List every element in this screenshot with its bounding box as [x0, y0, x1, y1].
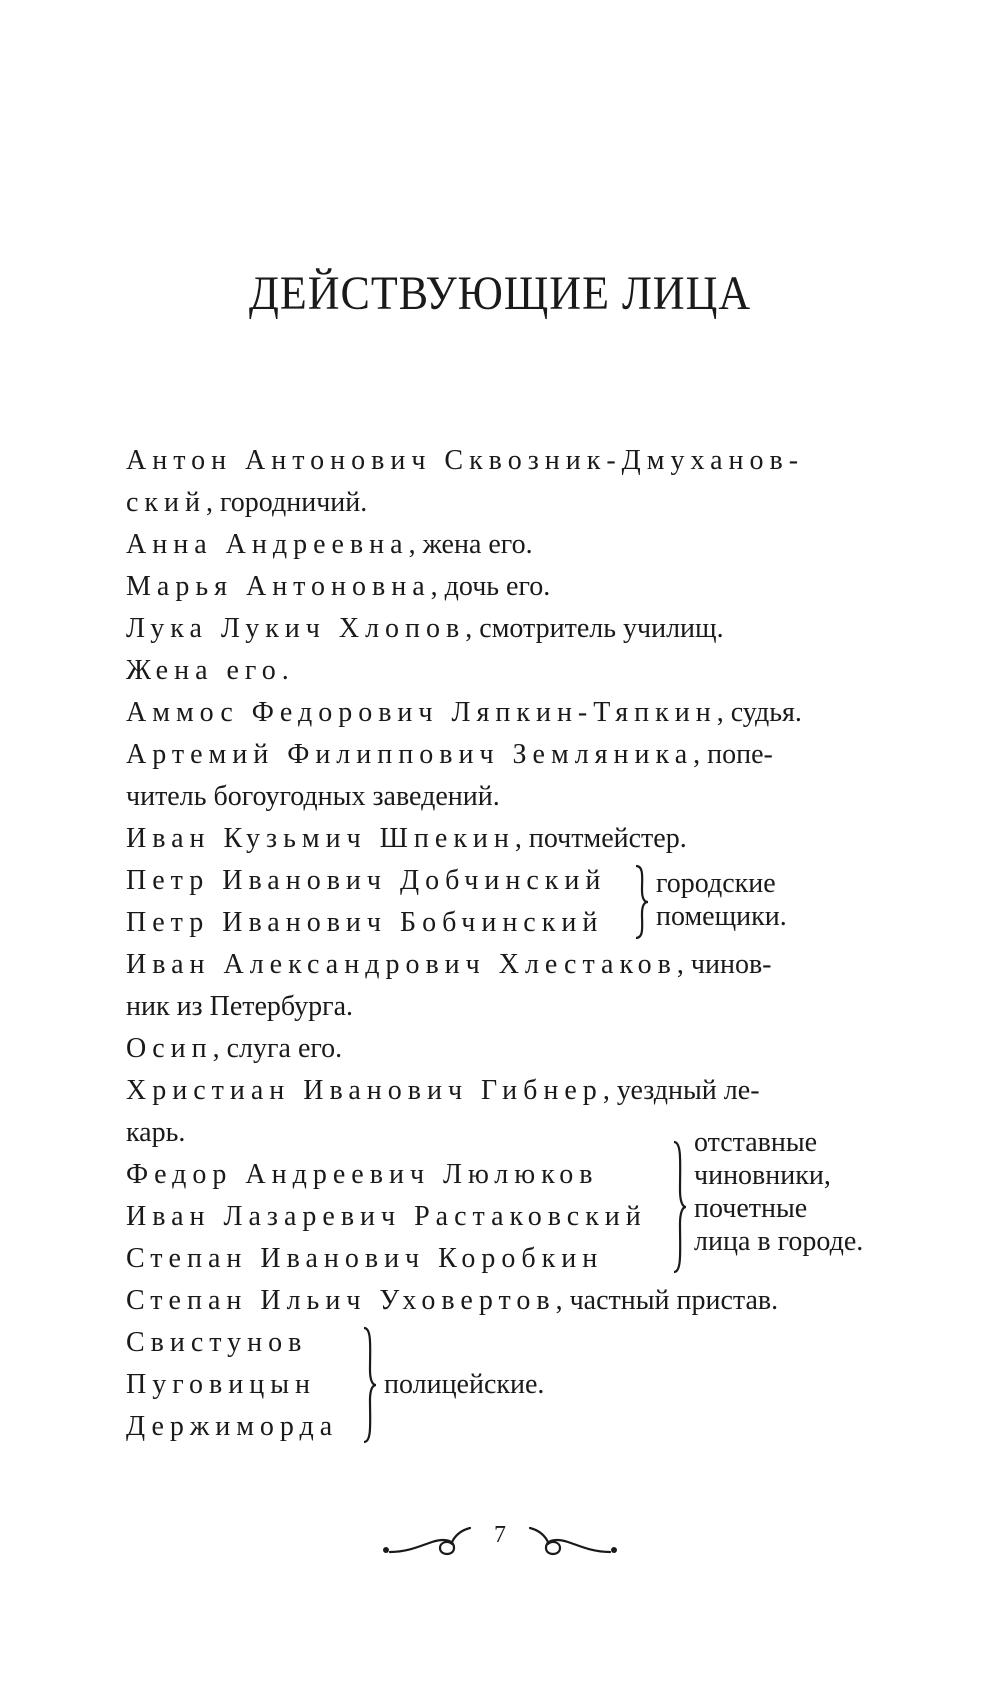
cast-line: [126, 1028, 946, 1070]
cast-line: [126, 776, 946, 818]
character-name: Иван Кузьмич Шпекин: [126, 823, 515, 854]
character-name: Марья Антоновна: [126, 571, 431, 602]
character-name: Иван Лазаревич Растаковский: [126, 1201, 647, 1232]
cast-line: [126, 1070, 946, 1112]
cast-list: [126, 440, 946, 1448]
character-desc: , смотритель училищ.: [465, 613, 724, 644]
group-label: [656, 867, 787, 933]
character-name: Держиморда: [126, 1411, 339, 1442]
character-desc: , почтмейстер.: [514, 823, 687, 854]
character-name: Пуговицын: [126, 1369, 316, 1400]
cast-line: [126, 902, 946, 944]
character-name: Свистунов: [126, 1327, 308, 1358]
character-name: Степан Ильич Уховертов: [126, 1285, 556, 1316]
character-name: Антон Антонович Сквозник-Дмуханов-: [126, 445, 805, 476]
character-name: Аммос Федорович Ляпкин-Тяпкин: [126, 697, 717, 728]
cast-line: [126, 944, 946, 986]
group-label-line: помещики.: [656, 901, 787, 932]
cast-line: [126, 860, 946, 902]
group-label-line: полицейские.: [384, 1369, 545, 1400]
character-name: Федор Андреевич Люлюков: [126, 1159, 599, 1190]
character-desc: ник из Петербурга.: [126, 991, 354, 1022]
cast-line: [126, 986, 946, 1028]
group-label-line: чиновники,: [694, 1160, 831, 1191]
character-desc: , дочь его.: [430, 571, 551, 602]
group-label-line: городские: [656, 868, 776, 899]
group-police: [126, 1322, 946, 1448]
page-title: ДЕЙСТВУЮЩИЕ ЛИЦА: [248, 267, 752, 320]
character-name: Степан Иванович Коробкин: [126, 1243, 604, 1274]
cast-line: [126, 1280, 946, 1322]
page-footer: [0, 1520, 1000, 1560]
cast-line: [126, 1406, 946, 1448]
group-label: [384, 1368, 544, 1401]
character-name: Осип: [126, 1033, 213, 1064]
character-name: Петр Иванович Бобчинский: [126, 907, 604, 938]
character-desc: , уездный ле-: [602, 1075, 760, 1106]
right-brace-icon: [634, 864, 650, 940]
character-desc: читель богоугодных заведений.: [126, 781, 500, 812]
character-desc: , слуга его.: [212, 1033, 343, 1064]
group-label: [694, 1126, 863, 1258]
character-name: Жена его.: [126, 655, 295, 686]
character-desc: , жена его.: [408, 529, 533, 560]
cast-line: [126, 440, 946, 482]
cast-line: [126, 482, 946, 524]
character-desc: , частный пристав.: [555, 1285, 779, 1316]
group-label-line: лица в городе.: [694, 1226, 864, 1257]
group-label-line: отставные: [694, 1127, 818, 1158]
character-desc: карь.: [126, 1117, 186, 1148]
character-desc: , чинов-: [676, 949, 772, 980]
character-desc: , попе-: [693, 739, 773, 770]
character-name: Христиан Иванович Гибнер: [126, 1075, 603, 1106]
cast-line: [126, 608, 946, 650]
right-brace-icon: [362, 1326, 378, 1444]
cast-line: [126, 692, 946, 734]
character-name: Лука Лукич Хлопов: [126, 613, 466, 644]
character-desc: , судья.: [716, 697, 802, 728]
group-landowners: [126, 860, 946, 944]
character-name: Иван Александрович Хлестаков: [126, 949, 677, 980]
page-number: 7: [494, 1522, 506, 1548]
group-label-line: почетные: [694, 1193, 808, 1224]
cast-line: [126, 818, 946, 860]
cast-line: [126, 650, 946, 692]
cast-line: [126, 1322, 946, 1364]
cast-line: [126, 524, 946, 566]
right-brace-icon: [672, 1140, 688, 1274]
cast-line: [126, 566, 946, 608]
cast-line: [126, 734, 946, 776]
character-desc: , городничий.: [206, 487, 368, 518]
character-name: Артемий Филиппович Земляника: [126, 739, 694, 770]
character-name: Петр Иванович Добчинский: [126, 865, 607, 896]
character-name: ский: [126, 487, 206, 518]
character-name: Анна Андреевна: [126, 529, 409, 560]
